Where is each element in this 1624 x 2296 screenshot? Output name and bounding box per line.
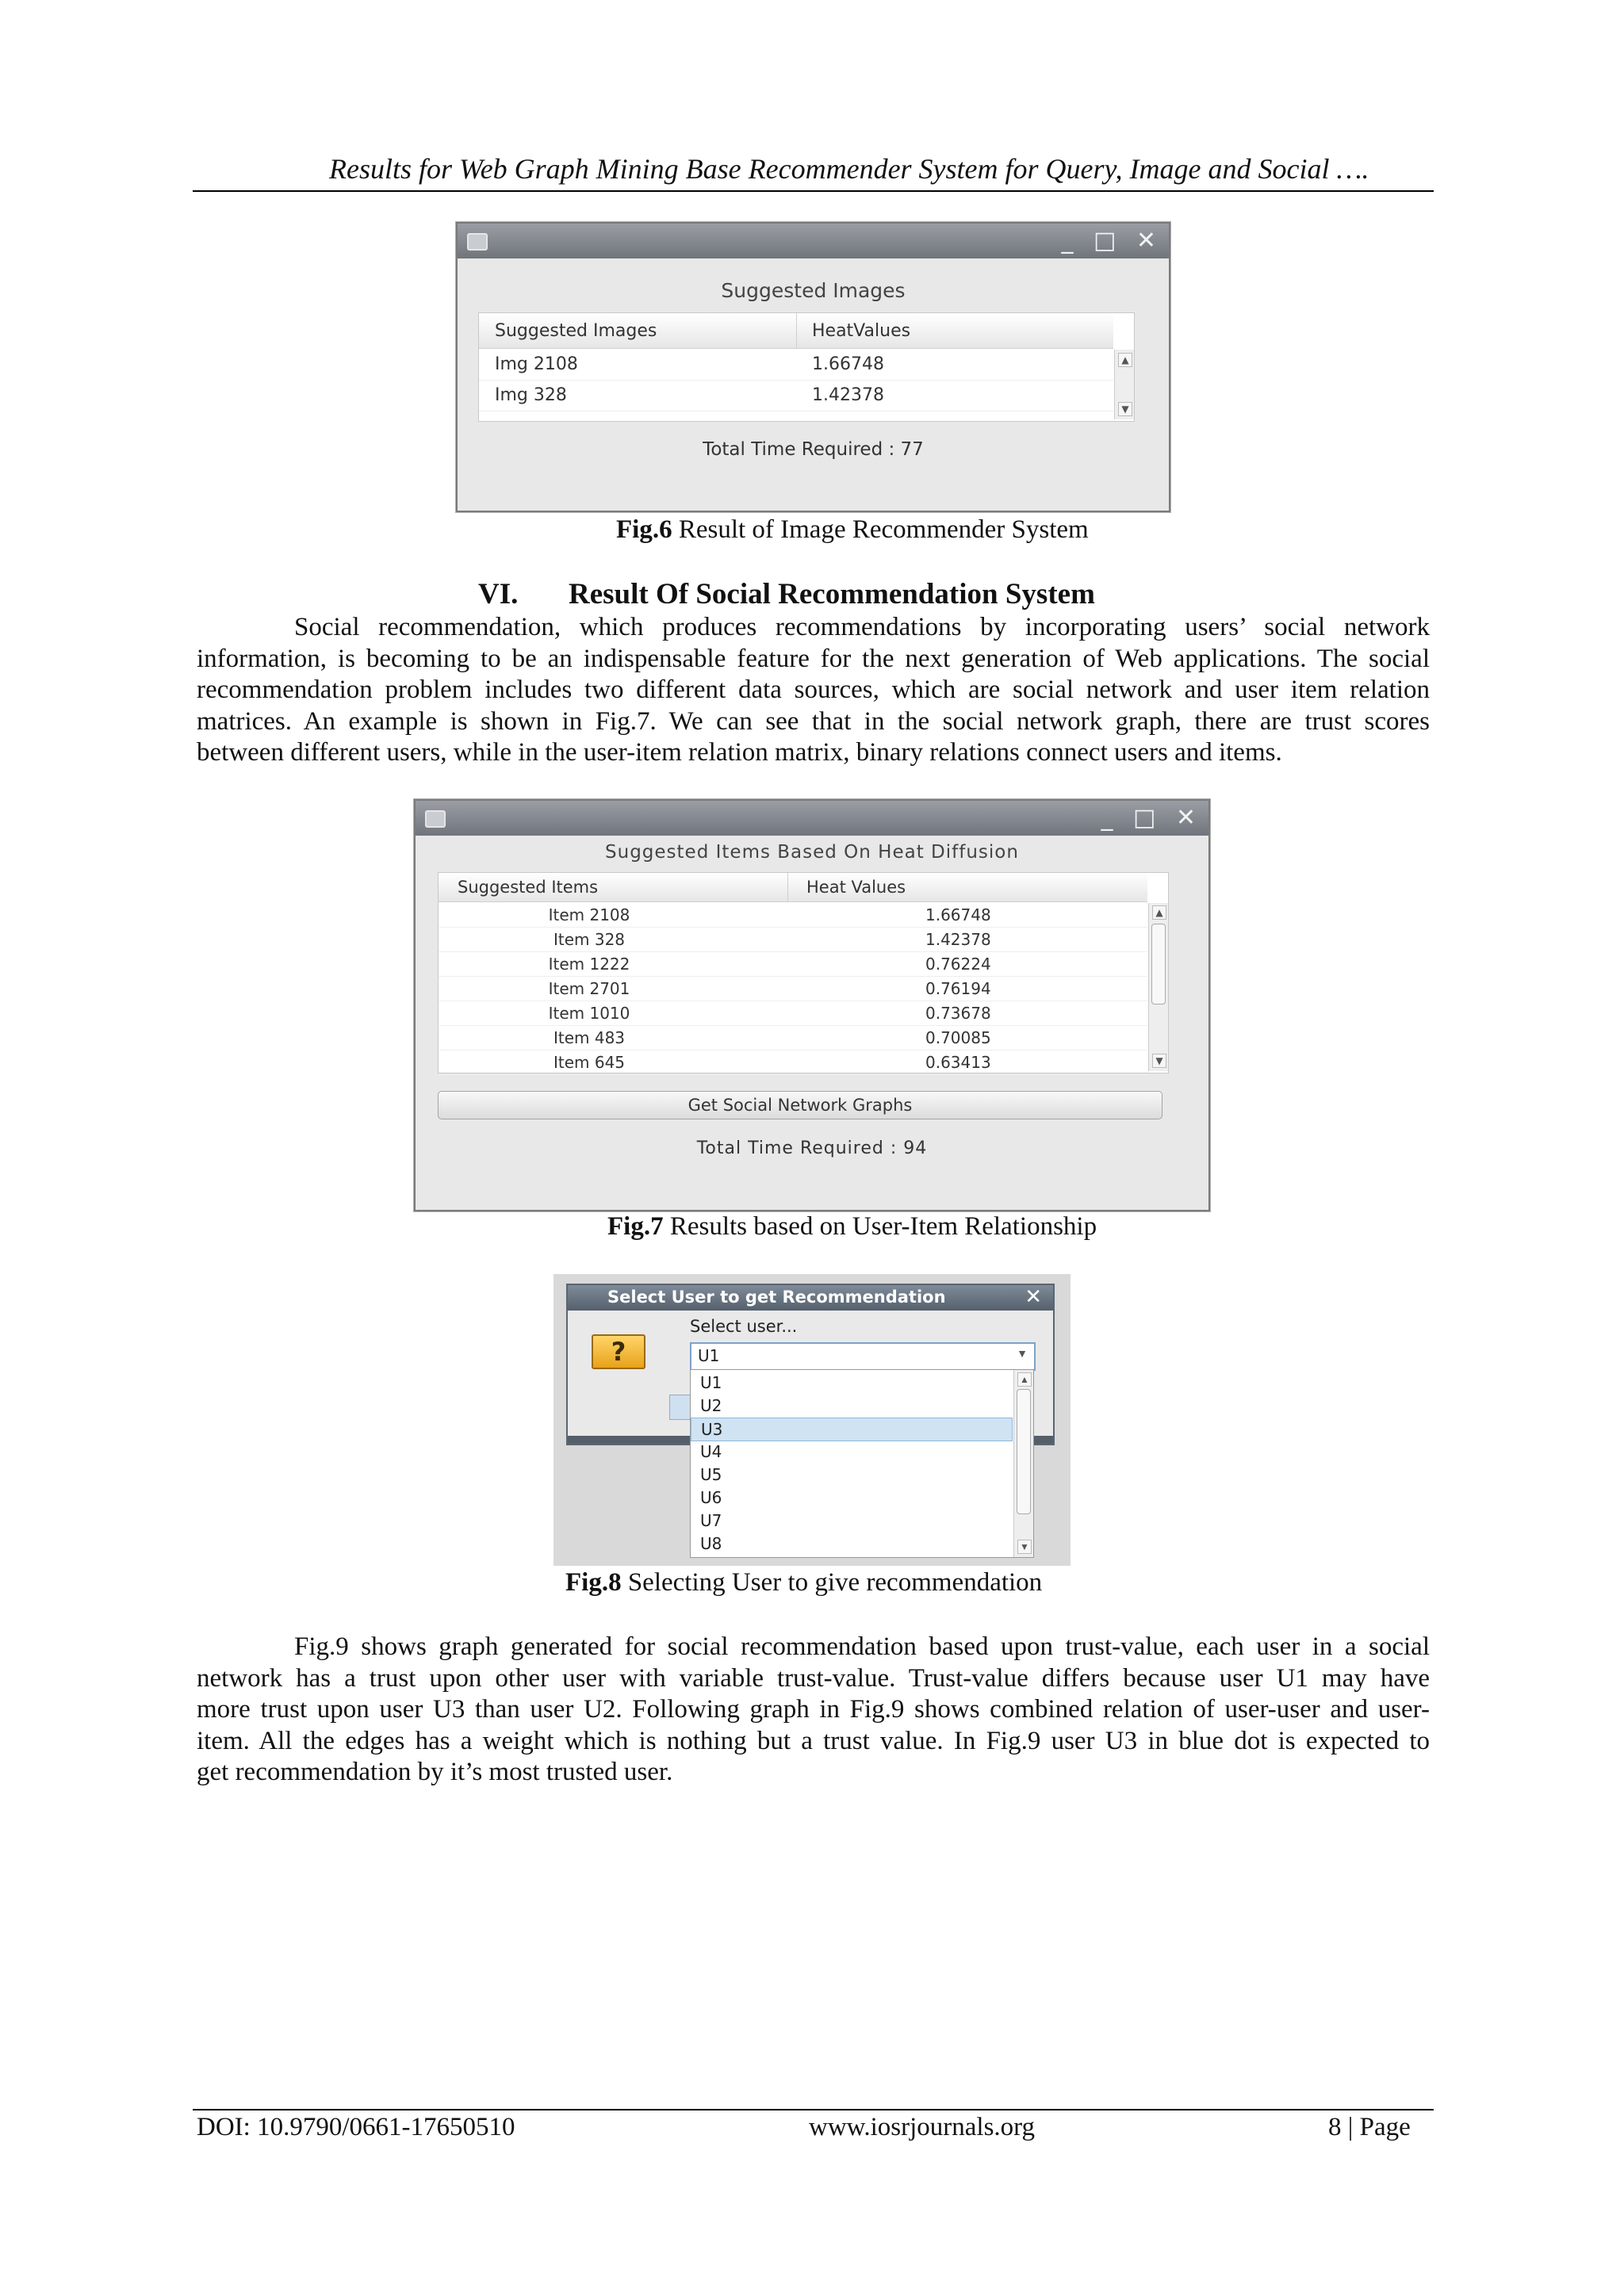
row-item: Img 2108 — [495, 354, 578, 374]
footer-site: www.iosrjournals.org — [809, 2113, 1036, 2141]
user-select-value: U1 — [698, 1346, 720, 1365]
fig6-table-header — [479, 313, 1113, 349]
row-value: 0.70085 — [925, 1028, 991, 1047]
window-controls-icon[interactable]: _ □ ✕ — [1061, 227, 1162, 254]
fig6-caption — [616, 515, 1089, 545]
paragraph-line: get recommendation by it’s most trusted user. — [197, 1758, 673, 1786]
fig8-caption-label: Fig.8 — [565, 1568, 622, 1597]
paragraph-line: matrices. An example is shown in Fig.7. We can see that in the social network graph, there are trust scores — [197, 706, 1430, 736]
scroll-up-icon[interactable]: ▲ — [1152, 905, 1166, 920]
get-social-network-graphs-button[interactable]: Get Social Network Graphs — [438, 1091, 1162, 1119]
fig8-screenshot — [553, 1274, 1071, 1566]
row-item: Item 483 — [553, 1028, 626, 1047]
fig6-titlebar — [458, 224, 1169, 258]
paragraph-line: information, is becoming to be an indispensable feature for the next generation of Web applications. The social — [197, 644, 1430, 673]
paragraph-line: Social recommendation, which produces recommendations by incorporating users’ social network — [294, 613, 1430, 641]
user-select-combobox[interactable] — [690, 1342, 1036, 1371]
fig7-table-header — [439, 873, 1147, 902]
row-value: 0.73678 — [925, 1004, 991, 1023]
paragraph-line: network has a trust upon other user with variable trust-value. Trust-value differs because user U1 may have — [197, 1663, 1430, 1693]
footer-page: 8 | Page — [1328, 2113, 1411, 2141]
app-icon — [425, 810, 446, 828]
paragraph-2 — [197, 1632, 1430, 1789]
row-item: Img 328 — [495, 385, 567, 405]
dropdown-scrollbar[interactable] — [1013, 1370, 1033, 1557]
app-icon — [467, 233, 488, 251]
fig6-window — [456, 222, 1170, 512]
user-option[interactable]: U1 — [700, 1373, 722, 1392]
fig6-caption-label: Fig.6 — [616, 515, 672, 544]
scroll-up-icon[interactable]: ▲ — [1118, 353, 1132, 367]
fig7-titlebar — [416, 801, 1208, 836]
fig6-col-separator — [796, 313, 797, 348]
row-item: Item 328 — [553, 930, 626, 949]
table-row[interactable] — [439, 977, 1147, 1001]
paragraph-line: Fig.9 shows graph generated for social recommendation based upon trust-value, each user in a social — [294, 1632, 1430, 1661]
fig8-caption-text: Selecting User to give recommendation — [621, 1568, 1043, 1597]
row-item: Item 2108 — [548, 905, 630, 924]
fig7-status: Total Time Required : 94 — [696, 1138, 928, 1158]
user-dropdown-list[interactable] — [690, 1369, 1034, 1558]
header-rule — [193, 190, 1434, 192]
fig6-table — [478, 312, 1135, 422]
paragraph-line: more trust upon user U3 than user U2. Following graph in Fig.9 shows combined relation of user-user and user- — [197, 1695, 1430, 1724]
table-row[interactable] — [439, 903, 1147, 928]
footer-rule — [193, 2109, 1434, 2110]
fig7-col-separator — [787, 873, 788, 901]
fig7-caption — [607, 1212, 1097, 1242]
fig6-window-heading: Suggested Images — [721, 279, 906, 302]
user-option[interactable]: U6 — [700, 1488, 722, 1507]
fig7-caption-label: Fig.7 — [607, 1212, 664, 1241]
table-row[interactable] — [439, 1001, 1147, 1026]
fig8-dialog-titlebar — [568, 1285, 1053, 1311]
section-number: VI. — [478, 578, 519, 610]
running-title: Results for Web Graph Mining Base Recommender System for Query, Image and Social …. — [329, 153, 1369, 185]
fig7-window-heading: Suggested Items Based On Heat Diffusion — [605, 842, 1019, 863]
row-item: Item 1010 — [548, 1004, 630, 1023]
scroll-down-icon[interactable]: ▼ — [1118, 402, 1132, 416]
fig6-status: Total Time Required : 77 — [703, 439, 924, 460]
fig7-window — [414, 799, 1210, 1211]
scroll-down-icon[interactable]: ▼ — [1152, 1054, 1166, 1068]
table-row[interactable] — [439, 952, 1147, 977]
row-value: 1.66748 — [925, 905, 991, 924]
row-item: Item 2701 — [548, 979, 630, 998]
row-value: 0.63413 — [925, 1053, 991, 1072]
fig6-scrollbar[interactable] — [1114, 350, 1134, 419]
user-option[interactable]: U3 — [691, 1418, 1013, 1441]
table-row[interactable] — [439, 1050, 1147, 1075]
scroll-up-icon[interactable]: ▲ — [1017, 1372, 1032, 1387]
row-value: 1.66748 — [812, 354, 884, 374]
select-user-prompt: Select user... — [690, 1317, 798, 1336]
row-value: 0.76194 — [925, 979, 991, 998]
chevron-down-icon[interactable]: ▼ — [1017, 1349, 1028, 1360]
scroll-thumb[interactable] — [1017, 1389, 1031, 1514]
fig7-col-values[interactable]: Heat Values — [806, 878, 906, 897]
table-row[interactable] — [439, 1026, 1147, 1050]
paragraph-line: between different users, while in the user-item relation matrix, binary relations connect users and items. — [197, 738, 1282, 767]
question-icon: ? — [592, 1334, 645, 1369]
row-value: 0.76224 — [925, 955, 991, 974]
paragraph-line: item. All the edges has a weight which is nothing but a trust value. In Fig.9 user U3 in blue dot is expected to — [197, 1726, 1430, 1755]
table-row[interactable] — [439, 928, 1147, 952]
paragraph-line: recommendation problem includes two different data sources, which are social network and user item relation — [197, 675, 1430, 704]
section-title: Result Of Social Recommendation System — [569, 578, 1095, 610]
row-value: 1.42378 — [925, 930, 991, 949]
fig7-caption-text: Results based on User-Item Relationship — [663, 1212, 1097, 1241]
fig6-caption-text: Result of Image Recommender System — [672, 515, 1089, 544]
user-option[interactable]: U8 — [700, 1534, 722, 1553]
fig8-caption — [565, 1568, 1042, 1598]
fig7-scrollbar[interactable] — [1148, 903, 1168, 1071]
close-icon[interactable]: ✕ — [1025, 1285, 1042, 1309]
user-option[interactable]: U5 — [700, 1465, 722, 1484]
user-option[interactable]: U2 — [700, 1396, 722, 1415]
user-option[interactable]: U7 — [700, 1511, 722, 1530]
user-option[interactable]: U4 — [700, 1442, 722, 1461]
fig8-dialog-title: Select User to get Recommendation — [607, 1288, 946, 1307]
footer-doi: DOI: 10.9790/0661-17650510 — [197, 2113, 515, 2141]
row-value: 1.42378 — [812, 385, 884, 405]
fig6-col-values[interactable]: HeatValues — [812, 321, 911, 341]
fig7-table — [438, 872, 1169, 1073]
row-item: Item 1222 — [548, 955, 630, 974]
window-controls-icon[interactable]: _ □ ✕ — [1101, 804, 1202, 832]
fig6-col-items[interactable]: Suggested Images — [495, 321, 657, 341]
row-item: Item 645 — [553, 1053, 626, 1072]
table-row[interactable] — [479, 350, 1113, 381]
scroll-down-icon[interactable]: ▼ — [1017, 1540, 1032, 1554]
paragraph-1 — [197, 612, 1430, 769]
fig7-col-items[interactable]: Suggested Items — [458, 878, 599, 897]
table-row[interactable] — [479, 381, 1113, 411]
scroll-thumb[interactable] — [1151, 924, 1166, 1004]
